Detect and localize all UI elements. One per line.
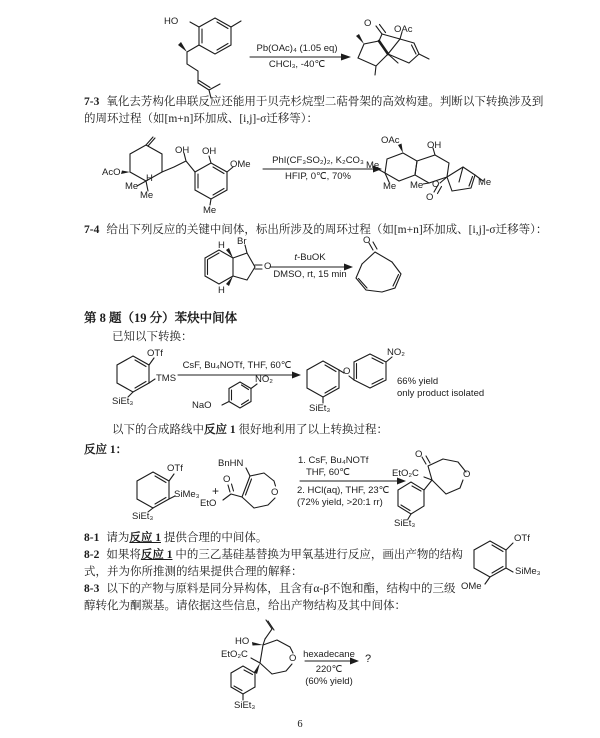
label-h2: H: [218, 285, 225, 296]
label-p-oac: OAc: [381, 135, 400, 146]
reagent-c-top-italic: t: [294, 252, 298, 263]
label-me3: Me: [203, 205, 217, 216]
label-otf: OTf: [514, 533, 530, 544]
plus-sign: +: [212, 484, 220, 498]
condition-hexadecane: hexadecane: [303, 649, 355, 660]
q8-header: 第 8 题（19 分）苯炔中间体: [84, 311, 238, 325]
label-carbonyl-o: O: [223, 474, 231, 485]
label-me2: Me: [140, 190, 154, 201]
q83-line1: [84, 582, 456, 597]
condition-2: THF, 60℃: [306, 467, 350, 478]
scheme-g: [455, 530, 585, 612]
q81-pre: 请为: [106, 532, 130, 544]
q82-rxn1: 反应 1: [140, 549, 173, 561]
rxn1-label: 反应 1：: [84, 444, 128, 456]
label-oac: OAc: [394, 24, 413, 35]
label-p-o2: O: [426, 192, 434, 203]
condition-4: (72% yield, >20:1 rr): [297, 497, 383, 508]
label-ring-o: O: [271, 487, 279, 498]
label-p-ketone-o: O: [415, 449, 423, 460]
label-p-oh: OH: [427, 140, 442, 151]
reagent-b-bottom: HFIP, 0℃, 70%: [285, 171, 351, 182]
route-rxn1: 反应 1: [204, 424, 236, 436]
yield-line2: only product isolated: [397, 388, 485, 399]
label-oh-benzylic: OH: [175, 145, 190, 156]
q83-line2: 醇转化为酮羰基。请依据这些信息，给出产物结构及其中间体：: [84, 600, 406, 612]
label-p-siet3: SiEt₃: [309, 403, 331, 414]
label-bnhn: BnHN: [218, 458, 244, 469]
reagent-c-bottom: DMSO, rt, 15 min: [273, 269, 347, 280]
scheme-b: [100, 135, 570, 223]
reagent-d-top: CsF, Bu₄NOTf, THF, 60℃: [182, 360, 292, 371]
label-sime3: SiMe₃: [515, 566, 541, 577]
q83-number: 8-3: [84, 583, 100, 595]
reagent-a-bottom: CHCl₃, -40℃: [268, 59, 326, 70]
label-otf: OTf: [147, 348, 163, 359]
label-p-eto2c: EtO₂C: [392, 468, 419, 479]
label-h1: H: [218, 240, 225, 251]
condition-1: 1. CsF, Bu₄NOTf: [298, 455, 369, 466]
label-eto: EtO: [200, 498, 217, 509]
label-me1: Me: [125, 181, 139, 192]
label-ome: OMe: [461, 581, 482, 592]
scheme-e: [130, 450, 570, 535]
q81-number: 8-1: [84, 532, 100, 544]
q82-line2: 式，并为你所推测的结果提供合理的解释：: [84, 566, 303, 578]
scheme-d: [90, 348, 510, 428]
q81-line: [84, 531, 267, 546]
label-p-o1: O: [432, 179, 440, 190]
q82-pre: 如果将: [106, 549, 141, 561]
condition-3: 2. HCl(aq), THF, 23℃: [297, 485, 390, 496]
label-p-me1: Me: [366, 160, 380, 171]
label-p-no2: NO₂: [387, 347, 405, 358]
q74-number: 7-4: [84, 224, 100, 236]
condition-yield: (60% yield): [305, 676, 353, 687]
q73-number: 7-3: [84, 96, 100, 108]
q81-post: 提供合理的中间体。: [160, 532, 268, 544]
label-ketone-o: O: [364, 18, 372, 29]
label-p-me2: Me: [383, 181, 397, 192]
label-br: Br: [237, 236, 247, 247]
label-aco: AcO: [102, 167, 121, 178]
scheme-f: [205, 613, 385, 720]
label-tms: TMS: [156, 373, 177, 384]
label-h: H: [146, 173, 153, 184]
scheme-c: [190, 236, 470, 312]
label-o: O: [264, 261, 272, 272]
route-pre: 以下的合成路线中: [112, 424, 204, 436]
reagent-a-top: Pb(OAc)₄ (1.05 eq): [256, 43, 338, 54]
label-no2: NO₂: [255, 374, 273, 385]
route-post: 很好地利用了以上转换过程：: [235, 424, 388, 436]
q82-post: 中的三乙基硅基替换为甲氧基进行反应，画出产物的结构: [172, 549, 463, 561]
label-eto2c: EtO₂C: [221, 649, 248, 660]
label-ho: HO: [164, 16, 179, 27]
yield-line1: 66% yield: [397, 376, 439, 387]
q74-text: 给出下列反应的关键中间体，标出所涉及的周环过程（如[m+n]环加成、[i,j]-σ迁移等）：: [106, 224, 548, 236]
condition-temp: 220℃: [315, 664, 343, 675]
q8-known-intro: 已知以下转换：: [112, 331, 193, 343]
label-siet3: SiEt₃: [234, 700, 256, 711]
q81-rxn1: 反应 1: [129, 532, 161, 544]
label-siet3: SiEt₃: [112, 396, 134, 407]
reagent-b-top: PhI(CF₃SO₂)₂, K₂CO₃: [272, 155, 364, 166]
label-sime3: SiMe₃: [174, 489, 200, 500]
label-p-o: O: [363, 235, 371, 246]
reagent-c-top: [270, 252, 350, 263]
label-p-ring-o: O: [463, 469, 471, 480]
q82-number: 8-2: [84, 549, 100, 561]
scheme-a: [148, 8, 448, 98]
q82-line1: [84, 548, 463, 563]
label-p-me4: Me: [478, 177, 492, 188]
label-nao: NaO: [192, 400, 212, 411]
route-line: [112, 423, 388, 438]
q73-text1: 氧化去芳构化串联反应还能用于贝壳杉烷型二萜骨架的高效构建。判断以下转换涉及到: [106, 96, 544, 108]
q73-text2: 的周环过程（如[m+n]环加成、[i,j]-σ迁移等）：: [84, 113, 319, 125]
label-oh-phenol: OH: [202, 146, 217, 157]
question-mark: ?: [365, 653, 372, 665]
label-p-me3: Me: [410, 180, 424, 191]
label-otf: OTf: [167, 463, 183, 474]
label-ring-o: O: [289, 653, 297, 664]
label-siet3: SiEt₃: [132, 511, 154, 522]
label-ho: HO: [235, 636, 250, 647]
page-number: 6: [297, 719, 303, 730]
label-p-siet3: SiEt₃: [394, 518, 416, 529]
q73-line1: [84, 95, 543, 110]
label-ome: OMe: [230, 159, 251, 170]
q73-line2: [84, 112, 318, 127]
q83-text1: 以下的产物与原料是同分异构体，且含有α-β不饱和酯，结构中的三级: [106, 583, 456, 595]
label-p-o: O: [343, 366, 351, 377]
reagent-c-top-rest: -BuOK: [297, 252, 326, 263]
